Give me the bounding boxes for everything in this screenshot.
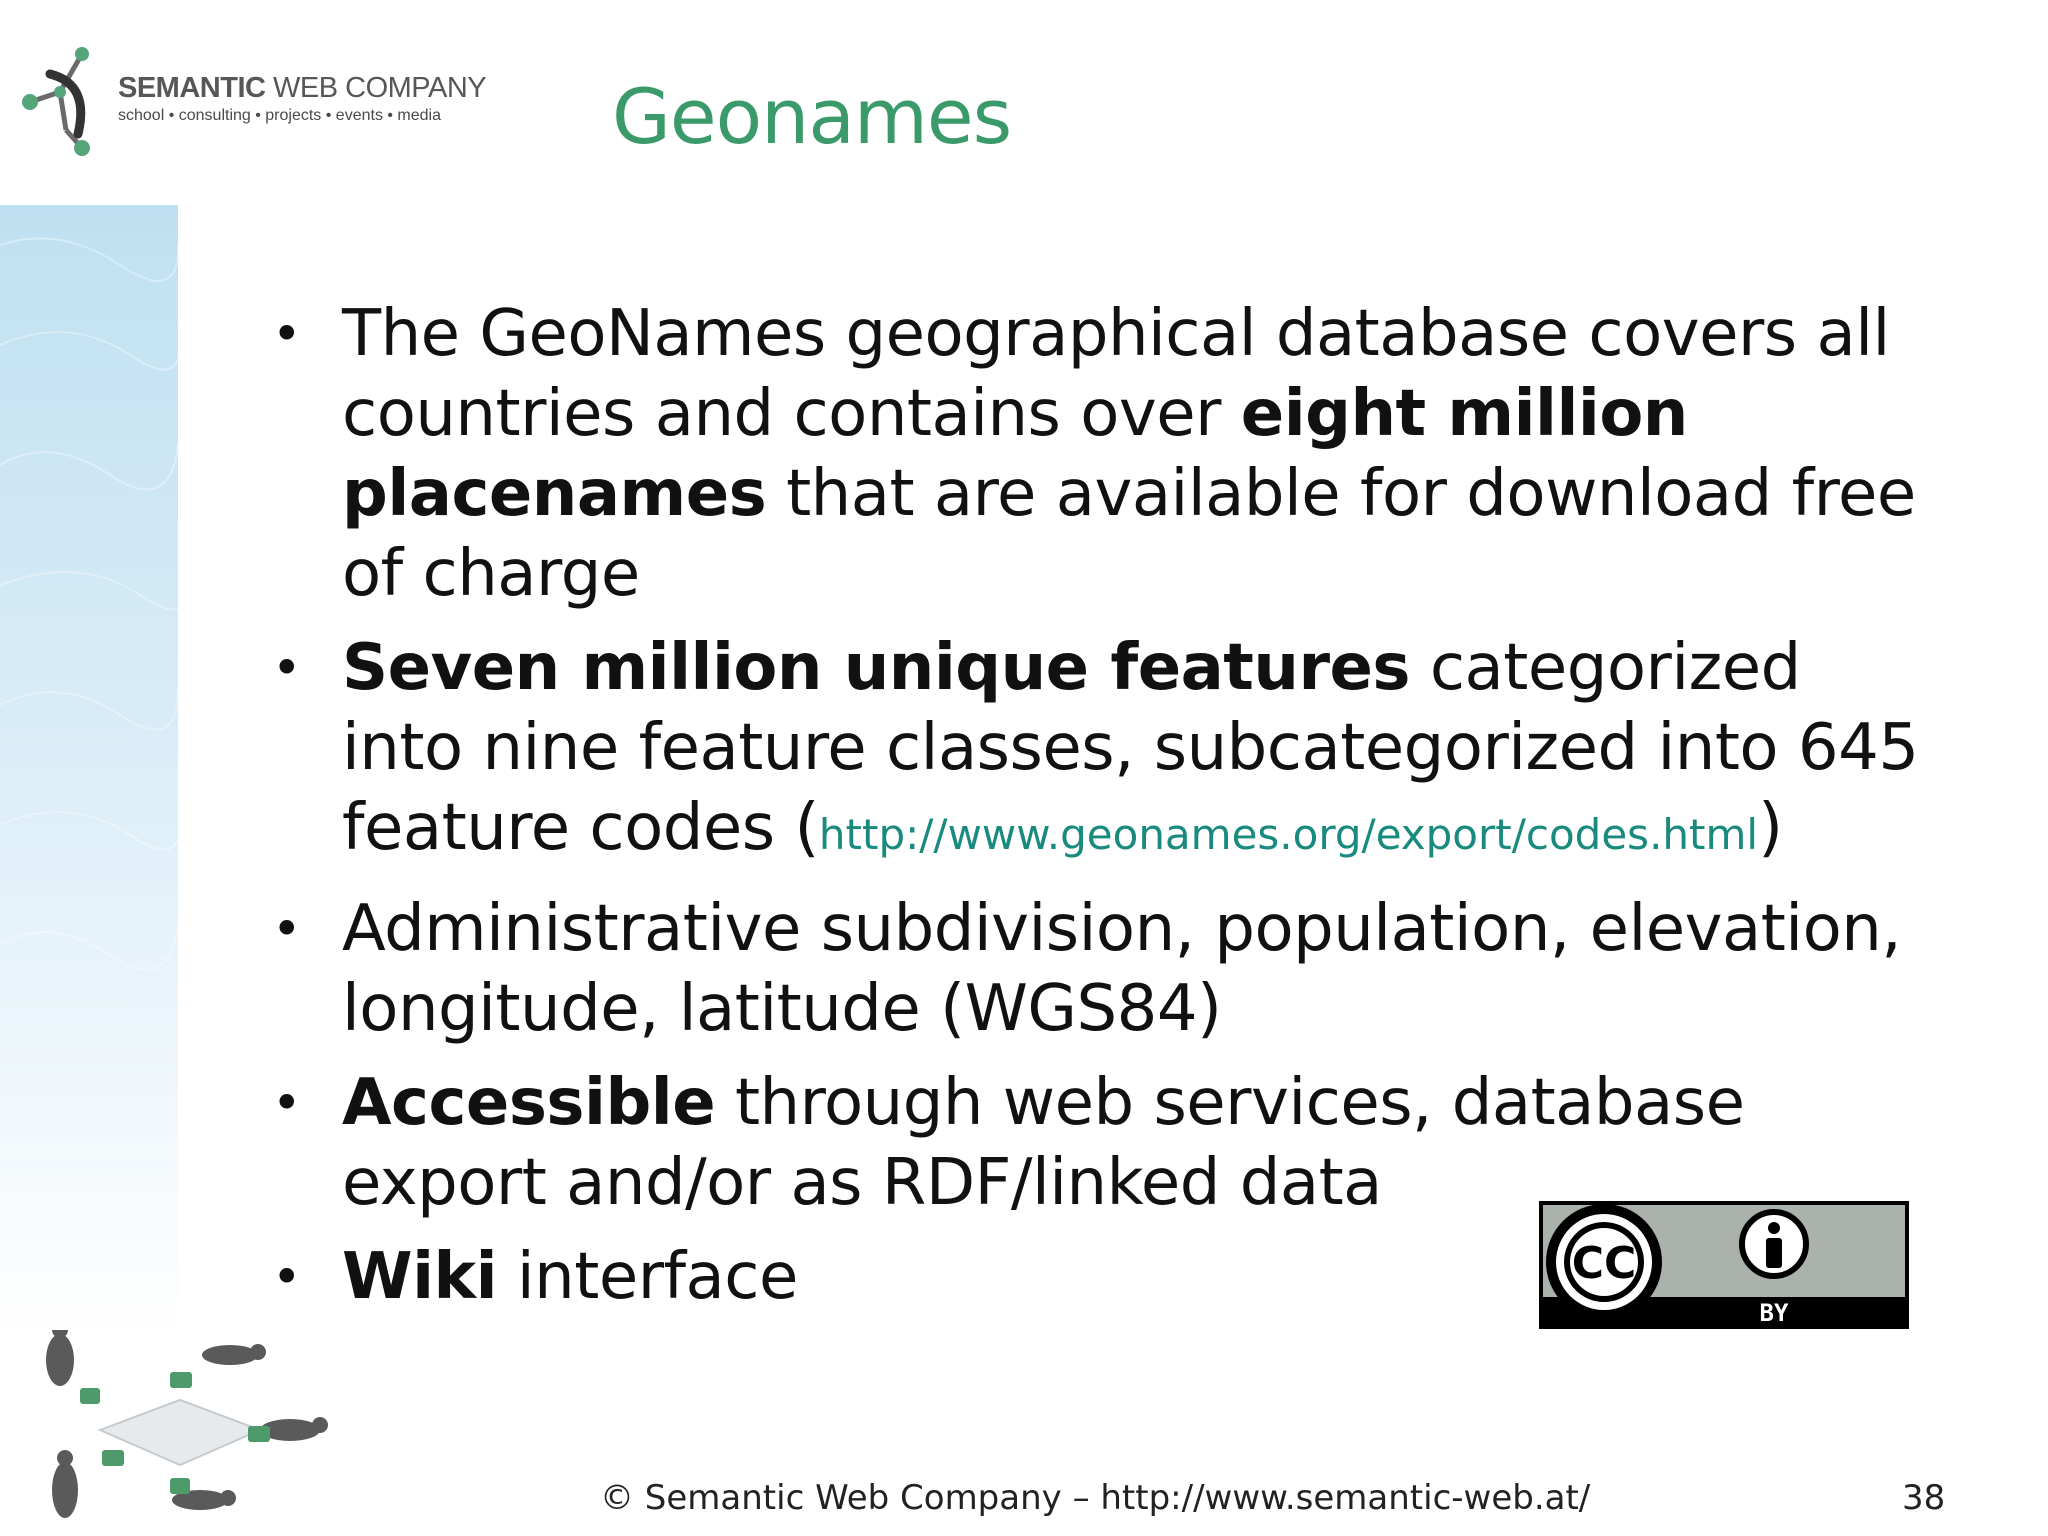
swirl-pattern <box>0 205 178 1335</box>
bullet-bold-text: Wiki <box>342 1240 498 1314</box>
bullet-text: that are available for download free of charge <box>342 457 1916 611</box>
bullet-text: Administrative subdivision, population, elevation, longitude, latitude (WGS84) <box>342 892 1902 1046</box>
logo-text <box>118 72 486 125</box>
bullet-glyph: • <box>272 639 301 697</box>
bullet-bold-text: Seven million unique features <box>342 631 1410 705</box>
cc-by-license-badge <box>1538 1200 1910 1330</box>
company-logo <box>20 44 487 164</box>
bullet-text: categorized into nine feature classes, subcategorized into 645 feature codes ( <box>342 631 1919 865</box>
logo-name-rest: WEB COMPANY <box>265 72 487 104</box>
page-number: 38 <box>1902 1478 1946 1518</box>
bullet-glyph: • <box>272 305 301 363</box>
cc-text: CC <box>1571 1238 1637 1289</box>
bullet-bold-text: Accessible <box>342 1066 716 1140</box>
logo-tagline: school • consulting • projects • events • media <box>118 107 442 124</box>
bullet-item <box>258 889 1938 1049</box>
bullet-text: through web services, database export and/or as RDF/linked data <box>342 1066 1745 1220</box>
by-text: BY <box>1759 1299 1789 1327</box>
logo-name <box>118 72 486 105</box>
slide-title: Geonames <box>612 72 1012 161</box>
cc-by-icon <box>1538 1200 1910 1330</box>
side-decoration-band <box>0 205 178 1335</box>
bullet-item <box>258 294 1938 614</box>
bullet-glyph: • <box>272 1248 301 1306</box>
bullet-bold-text: eight million placenames <box>342 377 1688 531</box>
bullet-text: The GeoNames geographical database covers all countries and contains over <box>342 297 1890 451</box>
feature-codes-link[interactable]: http://www.geonames.org/export/codes.html <box>818 810 1759 859</box>
footer-copyright: © Semantic Web Company – http://www.semantic-web.at/ <box>600 1478 1591 1518</box>
bullet-item <box>258 1063 1938 1223</box>
bullet-glyph: • <box>272 1074 301 1132</box>
puzzle-people-illustration <box>20 1330 350 1530</box>
logo-name-bold: SEMANTIC <box>118 72 266 104</box>
puzzle-people-icon <box>20 1330 350 1530</box>
logo-mark-icon <box>20 44 116 164</box>
bullet-text: interface <box>497 1240 798 1314</box>
bullet-item <box>258 628 1938 875</box>
bullet-text: ) <box>1758 791 1783 865</box>
bullet-glyph: • <box>272 900 301 958</box>
bullet-list <box>258 294 1938 1331</box>
